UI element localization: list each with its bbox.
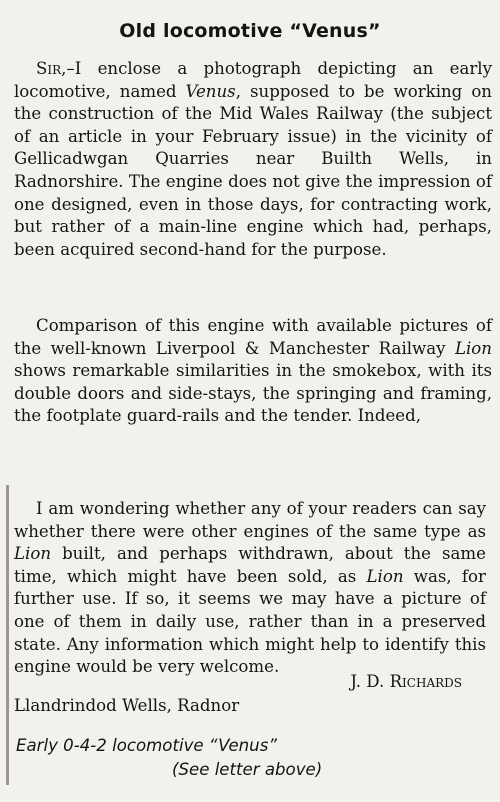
signature: J. D. Richards [350, 672, 462, 691]
locomotive-name-venus: Venus [185, 81, 236, 101]
paragraph-2 [14, 315, 492, 428]
photo-caption: Early 0-4-2 locomotive “Venus” [16, 736, 277, 755]
p2-text-a: Comparison of this engine with available pictures of the well-known Liverpool & Manchester Railway [14, 316, 492, 358]
location: Llandrindod Wells, Radnor [14, 696, 240, 715]
p3-text-a: I am wondering whether any of your readers can say whether there were other engines of the same type as [14, 499, 486, 541]
salutation: Sir, [36, 59, 67, 78]
paragraph-1 [14, 58, 492, 261]
paragraph-3 [14, 498, 486, 679]
p3-text-b: built, and perhaps withdrawn, about the same time, which might have been sold, as [14, 544, 486, 586]
column-divider [6, 485, 9, 785]
locomotive-name-lion: Lion [366, 566, 404, 586]
photo-caption-note: (See letter above) [172, 760, 323, 779]
locomotive-name-lion: Lion [454, 338, 492, 358]
p1-text-a: –I enclose a photograph depicting an early locomotive, named [14, 59, 492, 101]
p1-text-b: , supposed to be working on the construction of the Mid Wales Railway (the subject of an article in your February issue) in the vicinity of Gellicadwgan Quarries near Builth Wells, in Radnorshire. The engine does not give the impression of one designed, even in those days, for contracting work, but rather of a main-line engine which had, perhaps, been acquired second-hand for the purpose. [14, 81, 492, 259]
p3-text-c: was, for further use. If so, it seems we may have a picture of one of them in daily use, rather than in a preserved state. Any information which might help to identify this engine would be very welcome. [14, 566, 486, 677]
p2-text-b: shows remarkable similarities in the smokebox, with its double doors and side-stays, the springing and framing, the footplate guard-rails and the tender. Indeed, [14, 361, 492, 426]
article-title: Old locomotive “Venus” [119, 20, 381, 42]
locomotive-name-lion: Lion [14, 544, 52, 564]
